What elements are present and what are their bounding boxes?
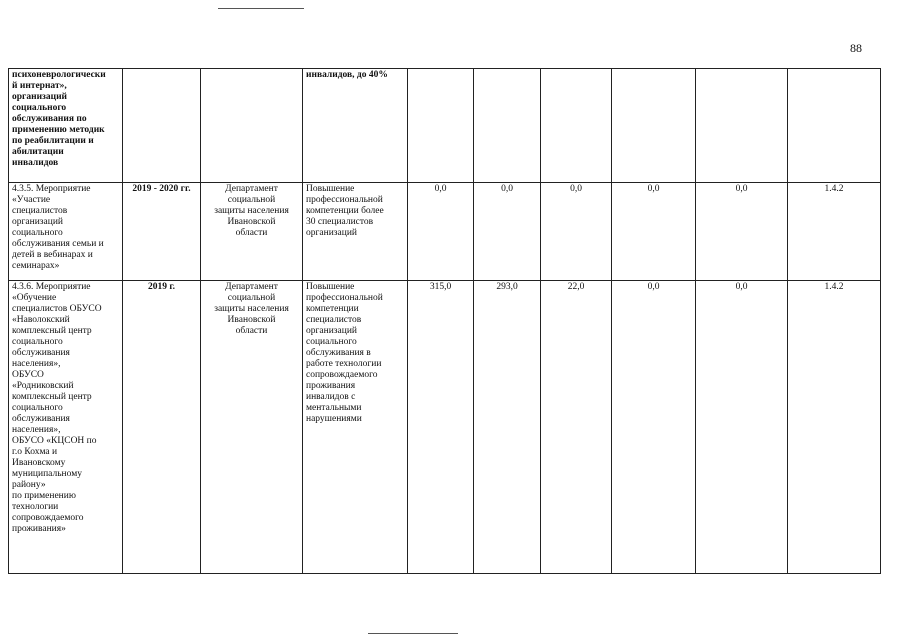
table-row [9, 281, 881, 574]
value-cell [474, 69, 541, 183]
result-cell: инвалидов, до 40% [303, 69, 408, 183]
page-number: 88 [850, 41, 862, 55]
value-cell: 0,0 [612, 281, 696, 574]
top-scan-line [218, 8, 304, 9]
bottom-scan-line [368, 633, 458, 634]
value-cell [541, 69, 612, 183]
activity-cell: 4.3.5. Мероприятие «Участие специалистов организаций социального обслуживания семьи и детей в вебинарах и семинарах» [9, 183, 123, 281]
result-cell: Повышение профессиональной компетенции специалистов организаций социального обслуживания в работе технологии сопровождаемого проживания инвалидов с ментальными нарушениями [303, 281, 408, 574]
period-cell [123, 69, 201, 183]
value-cell: 0,0 [474, 183, 541, 281]
value-cell [612, 69, 696, 183]
table-row [9, 183, 881, 281]
result-cell: Повышение профессиональной компетенции более 30 специалистов организаций [303, 183, 408, 281]
indicator-cell [788, 69, 881, 183]
executor-cell: Департамент социальной защиты населения Ивановской области [201, 281, 303, 574]
value-cell: 315,0 [408, 281, 474, 574]
period-cell: 2019 - 2020 гг. [123, 183, 201, 281]
value-cell: 293,0 [474, 281, 541, 574]
indicator-cell: 1.4.2 [788, 281, 881, 574]
value-cell [408, 69, 474, 183]
executor-cell [201, 69, 303, 183]
table-row [9, 69, 881, 183]
value-cell: 0,0 [696, 281, 788, 574]
value-cell: 0,0 [541, 183, 612, 281]
activity-cell: 4.3.6. Мероприятие «Обучение специалистов ОБУСО «Наволокский комплексный центр социального обслуживания населения», ОБУСО «Родниковский комплексный центр социального обслуживания населения», ОБУСО «КЦСОН по г.о Кохма и Ивановскому муниципальному району» по применению технологии сопровождаемого проживания» [9, 281, 123, 574]
value-cell: 0,0 [408, 183, 474, 281]
activity-cell: психоневрологически й интернат», организаций социального обслуживания по применению методик по реабилитации и абилитации инвалидов [9, 69, 123, 183]
indicator-cell: 1.4.2 [788, 183, 881, 281]
value-cell: 0,0 [696, 183, 788, 281]
value-cell: 22,0 [541, 281, 612, 574]
value-cell [696, 69, 788, 183]
program-activities-table [8, 68, 881, 574]
executor-cell: Департамент социальной защиты населения Ивановской области [201, 183, 303, 281]
value-cell: 0,0 [612, 183, 696, 281]
period-cell: 2019 г. [123, 281, 201, 574]
